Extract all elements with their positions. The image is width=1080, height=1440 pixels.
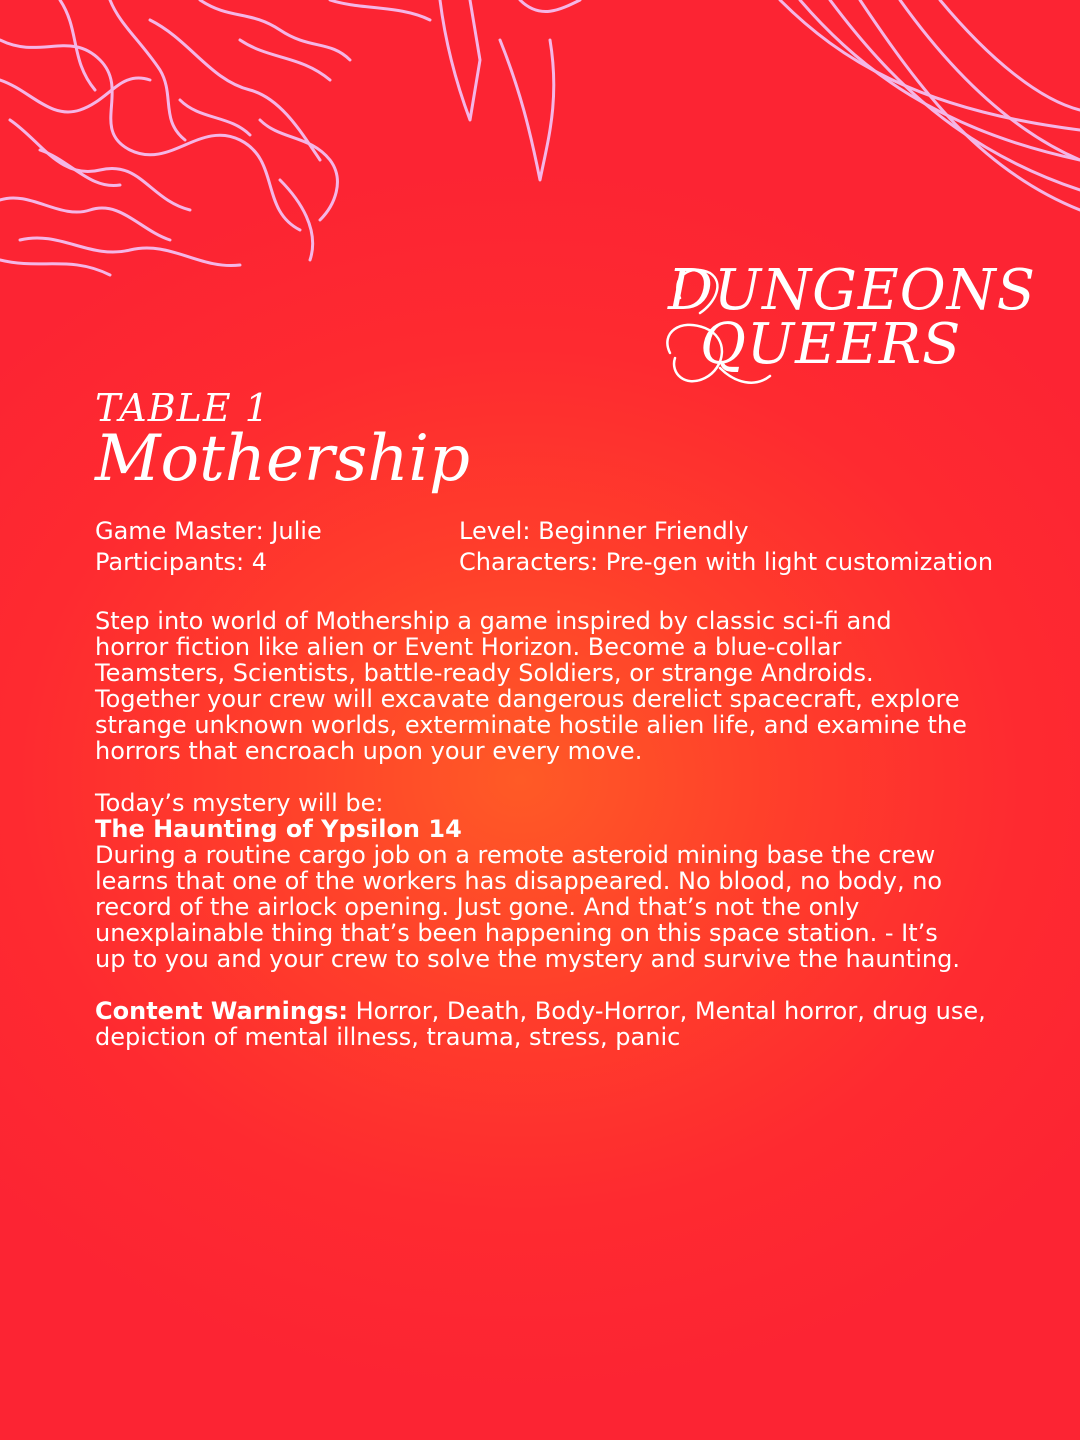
mystery-intro: Today’s mystery will be: — [95, 789, 384, 817]
mystery-line: learns that one of the workers has disappeared. No blood, no body, no — [95, 867, 943, 895]
game-master: Game Master: Julie — [95, 517, 322, 545]
description-line: Step into world of Mothership a game inspired by classic sci-fi and — [95, 607, 892, 635]
mystery-title: The Haunting of Ypsilon 14 — [95, 815, 462, 843]
warnings-label: Content Warnings: — [95, 997, 348, 1025]
mystery-line: up to you and your crew to solve the mystery and survive the haunting. — [95, 945, 960, 973]
logo-line-1: DUNGEONS — [668, 258, 1036, 323]
mystery-line: record of the airlock opening. Just gone. And that’s not the only — [95, 893, 860, 921]
description-line: Teamsters, Scientists, battle-ready Soldiers, or strange Androids. — [95, 659, 874, 687]
mystery-line: During a routine cargo job on a remote asteroid mining base the crew — [95, 841, 936, 869]
content-warnings — [95, 998, 1015, 1050]
meta-column-left — [95, 516, 322, 578]
mystery-line: unexplainable thing that’s been happening on this space station. - It’s — [95, 919, 938, 947]
characters: Characters: Pre-gen with light customization — [459, 548, 994, 576]
mystery-paragraph — [95, 790, 1015, 972]
body-text — [95, 608, 1015, 1076]
decorative-illustration — [0, 0, 1080, 300]
game-title: Mothership — [95, 422, 470, 496]
logo-line-2: QUEERS — [700, 312, 962, 377]
description-line: horrors that encroach upon your every move. — [95, 737, 643, 765]
warnings-line-1 — [95, 998, 1015, 1024]
dungeons-queers-logo — [660, 258, 1040, 398]
description-line: horror fiction like alien or Event Horizon. Become a blue-collar — [95, 633, 842, 661]
description-line: strange unknown worlds, exterminate hostile alien life, and examine the — [95, 711, 967, 739]
description-paragraph — [95, 608, 1015, 764]
table-label: TABLE 1 — [95, 386, 270, 430]
participants: Participants: 4 — [95, 548, 267, 576]
meta-column-right — [459, 516, 993, 578]
description-line: Together your crew will excavate dangerous derelict spacecraft, explore — [95, 685, 960, 713]
warnings-line-2: depiction of mental illness, trauma, stress, panic — [95, 1023, 681, 1051]
warnings-text-1: Horror, Death, Body-Horror, Mental horror, drug use, — [347, 997, 986, 1025]
level: Level: Beginner Friendly — [459, 517, 749, 545]
